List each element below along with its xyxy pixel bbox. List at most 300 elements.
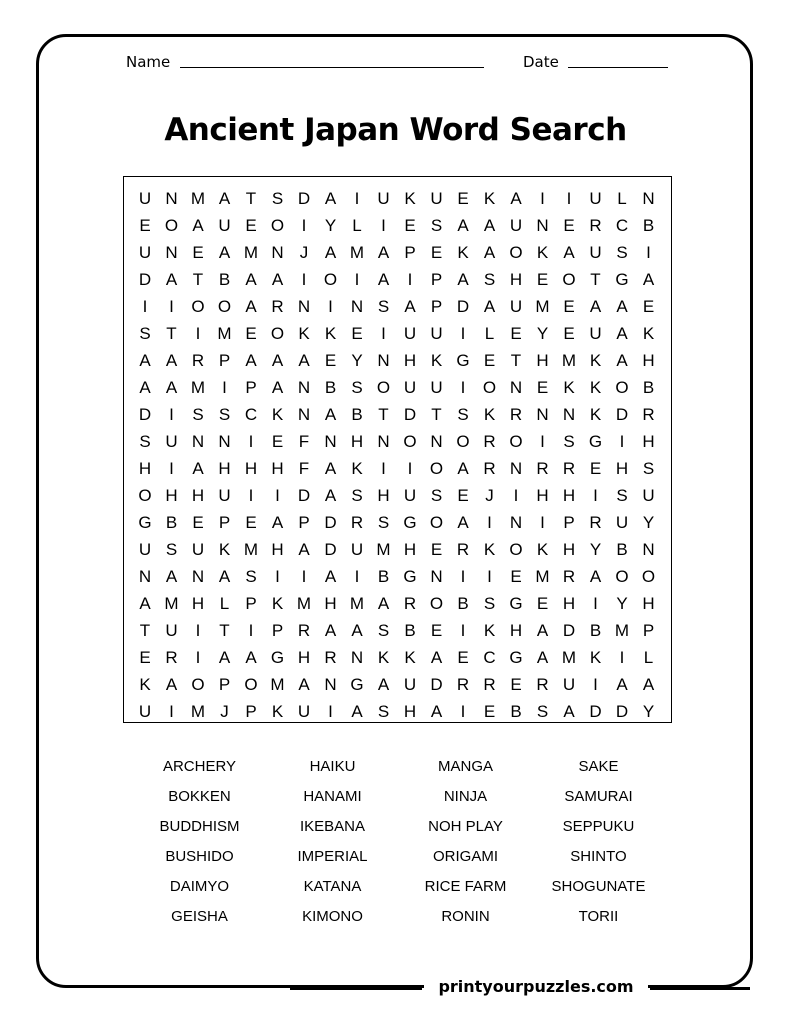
grid-letter[interactable]: A <box>139 378 151 397</box>
grid-letter[interactable]: B <box>404 621 416 640</box>
grid-letter[interactable]: R <box>350 513 364 532</box>
grid-letter[interactable]: A <box>589 297 602 316</box>
grid-letter[interactable]: S <box>430 216 443 235</box>
grid-letter[interactable]: S <box>377 297 390 316</box>
grid-letter[interactable]: B <box>642 378 655 397</box>
grid-letter[interactable]: R <box>483 432 496 451</box>
grid-letter[interactable]: K <box>483 189 496 208</box>
grid-letter[interactable]: M <box>190 702 206 721</box>
grid-letter[interactable]: I <box>460 324 466 343</box>
grid-letter[interactable]: P <box>218 675 231 694</box>
grid-letter[interactable]: U <box>138 189 152 208</box>
grid-letter[interactable]: A <box>192 459 204 478</box>
grid-letter[interactable]: E <box>563 324 575 343</box>
grid-letter[interactable]: B <box>589 621 602 640</box>
grid-letter[interactable]: A <box>218 243 231 262</box>
grid-letter[interactable]: M <box>164 594 179 613</box>
grid-letter[interactable]: A <box>457 513 469 532</box>
grid-letter[interactable]: A <box>324 459 337 478</box>
grid-letter[interactable]: O <box>429 594 444 613</box>
grid-letter[interactable]: A <box>536 648 549 667</box>
grid-letter[interactable]: U <box>165 621 178 640</box>
grid-letter[interactable]: R <box>483 459 496 478</box>
grid-letter[interactable]: U <box>165 432 178 451</box>
grid-letter[interactable]: K <box>324 324 337 343</box>
grid-letter[interactable]: G <box>350 675 364 694</box>
grid-letter[interactable]: A <box>298 351 310 370</box>
grid-letter[interactable]: N <box>377 351 390 370</box>
grid-letter[interactable]: S <box>351 378 363 397</box>
grid-letter[interactable]: N <box>536 405 549 424</box>
grid-letter[interactable]: I <box>381 324 386 343</box>
grid-letter[interactable]: R <box>642 405 655 424</box>
grid-letter[interactable]: E <box>430 621 443 640</box>
grid-letter[interactable]: D <box>430 675 443 694</box>
grid-letter[interactable]: K <box>404 648 416 667</box>
grid-letter[interactable]: U <box>403 486 417 505</box>
grid-letter[interactable]: D <box>562 621 576 640</box>
grid-letter[interactable]: A <box>642 675 655 694</box>
grid-letter[interactable]: D <box>615 405 629 424</box>
grid-letter[interactable]: A <box>165 378 178 397</box>
grid-letter[interactable]: E <box>536 270 549 289</box>
grid-letter[interactable]: N <box>350 648 364 667</box>
grid-letter[interactable]: U <box>350 540 364 559</box>
grid-letter[interactable]: N <box>191 567 205 586</box>
grid-letter[interactable]: I <box>169 459 174 478</box>
grid-letter[interactable]: A <box>165 675 178 694</box>
grid-letter[interactable]: K <box>483 540 496 559</box>
grid-letter[interactable]: K <box>271 702 284 721</box>
grid-letter[interactable]: S <box>218 405 231 424</box>
grid-letter[interactable]: P <box>271 621 284 640</box>
grid-letter[interactable]: A <box>324 189 337 208</box>
grid-letter[interactable]: A <box>324 621 337 640</box>
grid-letter[interactable]: A <box>298 675 310 694</box>
grid-letter[interactable]: E <box>589 459 602 478</box>
grid-letter[interactable]: H <box>642 594 655 613</box>
grid-letter[interactable]: M <box>217 324 232 343</box>
grid-letter[interactable]: H <box>536 486 549 505</box>
grid-letter[interactable]: F <box>298 459 310 478</box>
grid-letter[interactable]: S <box>642 459 655 478</box>
grid-letter[interactable]: S <box>616 486 628 505</box>
grid-letter[interactable]: O <box>244 675 258 694</box>
grid-letter[interactable]: O <box>376 378 391 397</box>
grid-letter[interactable]: H <box>615 459 629 478</box>
grid-letter[interactable]: A <box>377 675 390 694</box>
grid-letter[interactable]: N <box>430 567 443 586</box>
grid-letter[interactable]: O <box>429 513 444 532</box>
grid-letter[interactable]: K <box>536 540 549 559</box>
grid-letter[interactable]: R <box>191 351 205 370</box>
grid-letter[interactable]: M <box>376 540 391 559</box>
grid-letter[interactable]: I <box>169 405 174 424</box>
grid-letter[interactable]: N <box>562 405 576 424</box>
grid-letter[interactable]: P <box>563 513 575 532</box>
grid-letter[interactable]: B <box>165 513 178 532</box>
grid-letter[interactable]: H <box>271 540 284 559</box>
grid-letter[interactable]: I <box>513 486 519 505</box>
grid-letter[interactable]: B <box>324 378 337 397</box>
grid-letter[interactable]: I <box>354 567 360 586</box>
grid-letter[interactable]: A <box>563 702 575 721</box>
grid-letter[interactable]: U <box>403 378 417 397</box>
grid-letter[interactable]: A <box>377 594 390 613</box>
grid-letter[interactable]: E <box>245 324 257 343</box>
grid-letter[interactable]: R <box>483 675 496 694</box>
grid-letter[interactable]: L <box>617 189 627 208</box>
grid-letter[interactable]: A <box>377 270 390 289</box>
grid-letter[interactable]: D <box>324 540 337 559</box>
grid-letter[interactable]: N <box>642 540 655 559</box>
grid-letter[interactable]: K <box>404 189 416 208</box>
grid-letter[interactable]: H <box>642 432 655 451</box>
grid-letter[interactable]: N <box>536 216 549 235</box>
grid-letter[interactable]: H <box>350 432 364 451</box>
grid-letter[interactable]: S <box>139 432 151 451</box>
grid-letter[interactable]: I <box>195 324 201 343</box>
grid-letter[interactable]: T <box>219 621 230 640</box>
grid-letter[interactable]: K <box>271 594 284 613</box>
grid-letter[interactable]: P <box>404 243 416 262</box>
grid-letter[interactable]: O <box>270 216 285 235</box>
grid-letter[interactable]: M <box>614 621 630 640</box>
grid-letter[interactable]: A <box>139 594 151 613</box>
grid-letter[interactable]: Y <box>351 351 363 370</box>
grid-letter[interactable]: S <box>377 513 390 532</box>
grid-letter[interactable]: N <box>509 459 523 478</box>
grid-letter[interactable]: A <box>404 297 416 316</box>
grid-letter[interactable]: K <box>271 405 284 424</box>
grid-letter[interactable]: R <box>589 513 602 532</box>
grid-letter[interactable]: I <box>407 270 413 289</box>
grid-letter[interactable]: A <box>245 297 257 316</box>
grid-letter[interactable]: U <box>403 675 417 694</box>
grid-letter[interactable]: I <box>328 702 333 721</box>
grid-letter[interactable]: O <box>323 270 338 289</box>
grid-letter[interactable]: A <box>245 270 257 289</box>
grid-letter[interactable]: A <box>192 216 204 235</box>
grid-letter[interactable]: K <box>589 378 602 397</box>
grid-letter[interactable]: U <box>297 702 311 721</box>
grid-letter[interactable]: O <box>217 297 232 316</box>
grid-letter[interactable]: N <box>324 432 337 451</box>
grid-letter[interactable]: B <box>377 567 390 586</box>
grid-letter[interactable]: A <box>457 270 469 289</box>
grid-letter[interactable]: N <box>377 432 390 451</box>
grid-letter[interactable]: A <box>616 351 628 370</box>
grid-letter[interactable]: G <box>509 648 523 667</box>
grid-letter[interactable]: A <box>271 378 284 397</box>
grid-letter[interactable]: H <box>165 486 178 505</box>
grid-letter[interactable]: B <box>218 270 231 289</box>
grid-letter[interactable]: I <box>487 567 492 586</box>
grid-letter[interactable]: M <box>535 297 550 316</box>
grid-letter[interactable]: C <box>483 648 496 667</box>
grid-letter[interactable]: E <box>324 351 337 370</box>
grid-letter[interactable]: E <box>245 513 257 532</box>
grid-letter[interactable]: G <box>138 513 152 532</box>
grid-letter[interactable]: N <box>271 243 284 262</box>
grid-letter[interactable]: B <box>616 540 628 559</box>
grid-letter[interactable]: I <box>646 243 651 262</box>
grid-letter[interactable]: G <box>456 351 470 370</box>
grid-letter[interactable]: U <box>138 243 152 262</box>
grid-letter[interactable]: O <box>191 675 205 694</box>
grid-letter[interactable]: D <box>138 405 152 424</box>
grid-letter[interactable]: J <box>485 486 494 505</box>
grid-letter[interactable]: A <box>483 297 496 316</box>
grid-letter[interactable]: I <box>619 648 625 667</box>
grid-letter[interactable]: A <box>510 189 522 208</box>
grid-letter[interactable]: I <box>275 567 280 586</box>
grid-letter[interactable]: U <box>218 216 231 235</box>
grid-letter[interactable]: R <box>562 459 576 478</box>
grid-letter[interactable]: O <box>615 378 629 397</box>
grid-letter[interactable]: A <box>245 351 257 370</box>
grid-letter[interactable]: T <box>192 270 204 289</box>
grid-letter[interactable]: I <box>222 378 227 397</box>
grid-letter[interactable]: E <box>351 324 363 343</box>
grid-letter[interactable]: M <box>296 594 312 613</box>
grid-letter[interactable]: I <box>460 702 466 721</box>
grid-letter[interactable]: E <box>192 513 204 532</box>
grid-letter[interactable]: D <box>456 297 470 316</box>
grid-letter[interactable]: P <box>245 702 257 721</box>
grid-letter[interactable]: K <box>642 324 655 343</box>
grid-letter[interactable]: A <box>536 621 549 640</box>
grid-letter[interactable]: S <box>616 243 628 262</box>
grid-letter[interactable]: R <box>271 297 284 316</box>
grid-letter[interactable]: A <box>245 648 257 667</box>
grid-letter[interactable]: B <box>351 405 363 424</box>
grid-letter[interactable]: K <box>351 459 363 478</box>
grid-letter[interactable]: N <box>430 432 443 451</box>
grid-letter[interactable]: N <box>509 378 523 397</box>
grid-letter[interactable]: S <box>271 189 284 208</box>
grid-letter[interactable]: S <box>245 567 257 586</box>
grid-letter[interactable]: S <box>483 270 496 289</box>
grid-letter[interactable]: Y <box>642 702 655 721</box>
grid-letter[interactable]: E <box>457 189 469 208</box>
grid-letter[interactable]: P <box>218 351 231 370</box>
grid-letter[interactable]: I <box>540 432 545 451</box>
grid-letter[interactable]: I <box>619 432 625 451</box>
grid-letter[interactable]: H <box>191 486 205 505</box>
grid-letter[interactable]: I <box>593 675 598 694</box>
grid-letter[interactable]: U <box>403 324 417 343</box>
grid-letter[interactable]: O <box>456 432 470 451</box>
grid-letter[interactable]: N <box>165 189 178 208</box>
grid-letter[interactable]: E <box>457 486 469 505</box>
grid-letter[interactable]: M <box>349 594 365 613</box>
grid-letter[interactable]: L <box>484 324 495 343</box>
grid-letter[interactable]: R <box>403 594 417 613</box>
grid-letter[interactable]: U <box>138 540 152 559</box>
grid-letter[interactable]: H <box>403 351 417 370</box>
grid-letter[interactable]: A <box>165 351 178 370</box>
grid-letter[interactable]: E <box>483 351 496 370</box>
grid-letter[interactable]: A <box>139 351 151 370</box>
grid-letter[interactable]: E <box>271 432 284 451</box>
grid-letter[interactable]: G <box>403 513 417 532</box>
grid-letter[interactable]: I <box>566 189 572 208</box>
grid-letter[interactable]: E <box>510 567 522 586</box>
grid-letter[interactable]: S <box>165 540 178 559</box>
grid-letter[interactable]: H <box>324 594 337 613</box>
grid-letter[interactable]: S <box>377 702 390 721</box>
grid-letter[interactable]: A <box>351 621 363 640</box>
grid-letter[interactable]: T <box>166 324 177 343</box>
grid-letter[interactable]: U <box>562 675 576 694</box>
grid-letter[interactable]: N <box>138 567 152 586</box>
grid-letter[interactable]: E <box>642 297 655 316</box>
grid-letter[interactable]: A <box>642 270 655 289</box>
grid-letter[interactable]: A <box>457 216 469 235</box>
grid-letter[interactable]: B <box>642 216 655 235</box>
grid-letter[interactable]: A <box>271 270 284 289</box>
grid-letter[interactable]: H <box>642 351 655 370</box>
grid-letter[interactable]: S <box>430 486 443 505</box>
grid-letter[interactable]: I <box>540 513 545 532</box>
grid-letter[interactable]: K <box>589 405 602 424</box>
grid-letter[interactable]: G <box>509 594 523 613</box>
grid-letter[interactable]: U <box>509 297 523 316</box>
grid-letter[interactable]: E <box>139 648 151 667</box>
grid-letter[interactable]: H <box>403 540 417 559</box>
grid-letter[interactable]: I <box>354 270 360 289</box>
grid-letter[interactable]: U <box>589 189 602 208</box>
grid-letter[interactable]: R <box>297 621 311 640</box>
grid-letter[interactable]: K <box>457 243 469 262</box>
grid-letter[interactable]: U <box>589 243 602 262</box>
grid-letter[interactable]: N <box>218 432 231 451</box>
grid-letter[interactable]: P <box>298 513 310 532</box>
grid-letter[interactable]: A <box>563 243 575 262</box>
grid-letter[interactable]: I <box>169 297 174 316</box>
grid-letter[interactable]: M <box>243 243 259 262</box>
grid-letter[interactable]: H <box>218 459 231 478</box>
grid-letter[interactable]: G <box>403 567 417 586</box>
grid-letter[interactable]: C <box>244 405 258 424</box>
grid-letter[interactable]: M <box>190 189 206 208</box>
grid-letter[interactable]: E <box>510 675 522 694</box>
grid-letter[interactable]: A <box>430 648 443 667</box>
grid-letter[interactable]: A <box>377 243 390 262</box>
grid-letter[interactable]: M <box>243 540 259 559</box>
grid-letter[interactable]: M <box>270 675 285 694</box>
grid-letter[interactable]: F <box>298 432 310 451</box>
grid-letter[interactable]: P <box>642 621 655 640</box>
grid-letter[interactable]: H <box>562 540 576 559</box>
grid-letter[interactable]: L <box>643 648 654 667</box>
grid-letter[interactable]: U <box>377 189 390 208</box>
grid-letter[interactable]: S <box>536 702 549 721</box>
grid-letter[interactable]: K <box>589 351 602 370</box>
grid-letter[interactable]: D <box>297 189 311 208</box>
grid-letter[interactable]: H <box>536 351 549 370</box>
grid-letter[interactable]: I <box>460 378 466 397</box>
grid-letter[interactable]: O <box>509 243 523 262</box>
grid-letter[interactable]: H <box>403 702 417 721</box>
grid-letter[interactable]: U <box>642 486 655 505</box>
grid-letter[interactable]: K <box>298 324 310 343</box>
grid-letter[interactable]: D <box>324 513 337 532</box>
grid-letter[interactable]: R <box>536 459 549 478</box>
grid-letter[interactable]: I <box>328 297 333 316</box>
grid-letter[interactable]: S <box>483 594 496 613</box>
grid-letter[interactable]: A <box>271 513 284 532</box>
grid-letter[interactable]: U <box>430 378 443 397</box>
grid-letter[interactable]: I <box>195 621 201 640</box>
grid-letter[interactable]: I <box>593 486 598 505</box>
grid-letter[interactable]: H <box>191 594 205 613</box>
grid-letter[interactable]: E <box>536 594 549 613</box>
grid-letter[interactable]: Y <box>589 540 602 559</box>
grid-letter[interactable]: G <box>615 270 629 289</box>
grid-letter[interactable]: M <box>535 567 550 586</box>
grid-letter[interactable]: M <box>349 243 365 262</box>
grid-letter[interactable]: N <box>509 513 523 532</box>
grid-letter[interactable]: K <box>536 243 549 262</box>
grid-letter[interactable]: M <box>190 378 206 397</box>
grid-letter[interactable]: A <box>218 567 231 586</box>
grid-letter[interactable]: C <box>615 216 629 235</box>
grid-letter[interactable]: A <box>589 567 602 586</box>
grid-letter[interactable]: I <box>142 297 148 316</box>
grid-letter[interactable]: E <box>536 378 549 397</box>
grid-letter[interactable]: O <box>482 378 497 397</box>
grid-letter[interactable]: P <box>430 297 443 316</box>
grid-letter[interactable]: G <box>588 432 603 451</box>
grid-letter[interactable]: O <box>164 216 179 235</box>
grid-letter[interactable]: D <box>297 486 311 505</box>
grid-letter[interactable]: E <box>563 297 575 316</box>
grid-letter[interactable]: T <box>590 270 601 289</box>
grid-letter[interactable]: J <box>299 243 309 262</box>
grid-letter[interactable]: H <box>509 621 523 640</box>
grid-letter[interactable]: I <box>540 189 545 208</box>
grid-letter[interactable]: U <box>218 486 231 505</box>
grid-letter[interactable]: I <box>354 189 360 208</box>
grid-letter[interactable]: N <box>191 432 205 451</box>
grid-letter[interactable]: E <box>483 702 496 721</box>
grid-letter[interactable]: R <box>509 405 523 424</box>
grid-letter[interactable]: A <box>483 243 496 262</box>
grid-letter[interactable]: R <box>165 648 178 667</box>
grid-letter[interactable]: O <box>509 432 523 451</box>
grid-letter[interactable]: O <box>191 297 205 316</box>
grid-letter[interactable]: A <box>616 297 628 316</box>
grid-letter[interactable]: R <box>456 675 470 694</box>
grid-letter[interactable]: H <box>562 486 576 505</box>
grid-letter[interactable]: R <box>589 216 602 235</box>
grid-letter[interactable]: S <box>139 324 151 343</box>
grid-letter[interactable]: Y <box>536 324 549 343</box>
grid-letter[interactable]: A <box>165 270 178 289</box>
grid-letter[interactable]: Y <box>616 594 628 613</box>
grid-letter[interactable]: J <box>220 702 229 721</box>
grid-letter[interactable]: L <box>219 594 230 613</box>
grid-letter[interactable]: E <box>563 216 575 235</box>
grid-letter[interactable]: P <box>245 594 257 613</box>
grid-letter[interactable]: U <box>615 513 629 532</box>
grid-letter[interactable]: K <box>139 675 151 694</box>
grid-letter[interactable]: O <box>562 270 576 289</box>
grid-letter[interactable]: H <box>562 594 576 613</box>
grid-letter[interactable]: A <box>165 567 178 586</box>
